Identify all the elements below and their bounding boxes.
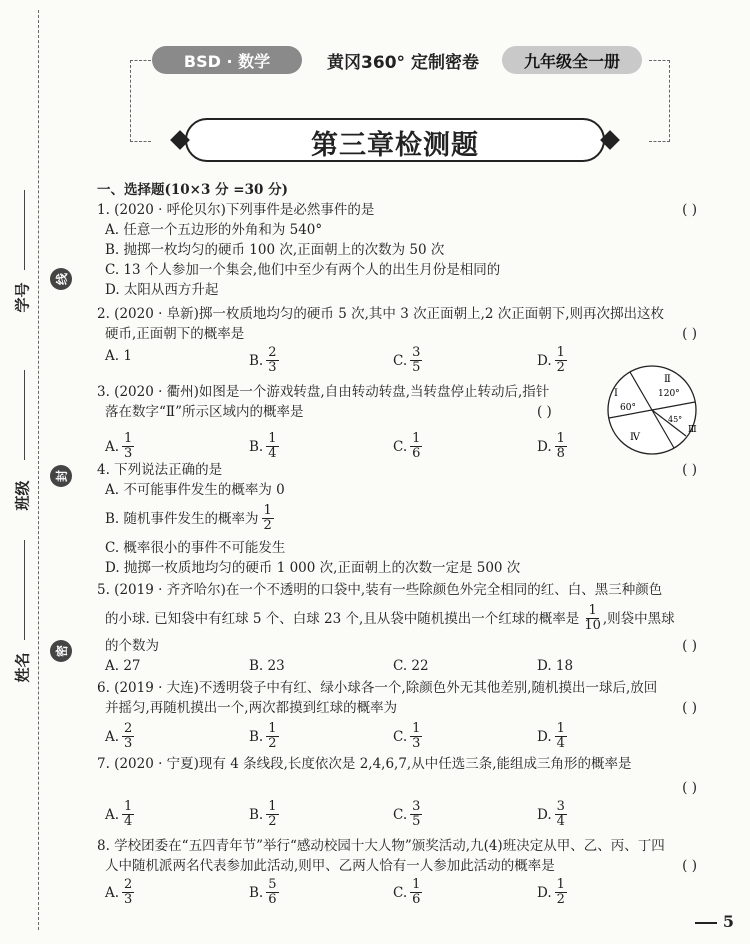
q5-option-a: A. 27 <box>105 658 141 674</box>
denominator: 2 <box>268 814 277 829</box>
q8-option-d <box>537 878 567 907</box>
q1-option-d: D. 太阳从西方升起 <box>105 282 219 298</box>
q1-option-a: A. 任意一个五边形的外角和为 540° <box>105 222 323 238</box>
q4-option-b <box>105 504 274 533</box>
denominator: 3 <box>124 446 133 461</box>
numerator: 1 <box>412 877 421 892</box>
q6-stem-line2: 并摇匀,再随机摸出一个,两次都摸到红球的概率为 <box>105 700 398 716</box>
q2-option-b <box>249 346 279 375</box>
numerator: 3 <box>556 799 565 814</box>
q4-stem: 4. 下列说法正确的是 <box>97 462 223 478</box>
q3-option-c-fraction <box>410 432 422 461</box>
angle-120-label: 120° <box>658 389 680 399</box>
denominator: 5 <box>412 360 421 375</box>
brand-text: 黄冈360° 定制密卷 <box>327 53 479 73</box>
q8-answer-paren: ( ) <box>682 858 697 874</box>
q6-option-a <box>105 722 134 751</box>
q6-option-d-fraction <box>555 722 567 751</box>
q3-option-c <box>393 432 422 461</box>
denominator: 2 <box>263 518 272 533</box>
denominator: 2 <box>268 736 277 751</box>
q2-option-b-label: B. <box>249 352 264 369</box>
q6-option-c <box>393 722 422 751</box>
angle-60-label: 60° <box>620 403 636 413</box>
denominator: 4 <box>268 446 277 461</box>
q3-option-c-label: C. <box>393 438 408 455</box>
q6-option-b <box>249 722 279 751</box>
q6-option-b-label: B. <box>249 728 264 745</box>
q2-stem-line1: 2. (2020 · 阜新)掷一枚质地均匀的硬币 5 次,其中 3 次正面朝上,2 次正面朝下,则再次掷出这枚 <box>97 306 665 322</box>
numerator: 1 <box>556 345 565 360</box>
numerator: 2 <box>124 721 133 736</box>
q7-option-a <box>105 800 134 829</box>
region-1-label: Ⅰ <box>614 388 618 399</box>
q8-option-d-fraction <box>555 878 567 907</box>
header-frame-right <box>649 60 670 142</box>
angle-45-label: 45° <box>668 415 683 424</box>
q5-red-probability-fraction <box>582 604 603 633</box>
q2-option-a <box>105 346 132 366</box>
denominator: 3 <box>412 736 421 751</box>
numerator: 1 <box>268 799 277 814</box>
denominator: 5 <box>412 814 421 829</box>
q7-answer-paren: ( ) <box>682 780 697 796</box>
q6-stem-line1: 6. (2019 · 大连)不透明袋子中有红、绿小球各一个,除颜色外无其他差别,随机摸出一球后,放回 <box>97 680 658 696</box>
denominator: 4 <box>556 736 565 751</box>
q2-option-d-fraction <box>555 346 567 375</box>
denominator: 4 <box>124 814 133 829</box>
q4-option-a: A. 不可能事件发生的概率为 0 <box>105 482 285 498</box>
numerator: 1 <box>412 431 421 446</box>
seal-bottom: 密 <box>50 640 72 662</box>
q8-option-b-label: B. <box>249 884 264 901</box>
name-blank <box>24 540 25 640</box>
q7-option-a-label: A. <box>105 806 120 823</box>
region-3-label: Ⅲ <box>688 425 697 435</box>
numerator: 2 <box>268 345 277 360</box>
binding-dashed-line <box>38 10 39 930</box>
q8-option-b <box>249 878 279 907</box>
q8-option-a-fraction <box>122 878 134 907</box>
q4-answer-paren: ( ) <box>682 462 697 478</box>
q6-option-a-label: A. <box>105 728 120 745</box>
q7-option-d-fraction <box>555 800 567 829</box>
numerator: 3 <box>412 799 421 814</box>
q7-option-c-label: C. <box>393 806 408 823</box>
q3-option-b-fraction <box>266 432 278 461</box>
denominator: 4 <box>556 814 565 829</box>
q3-answer-paren: ( ) <box>537 404 552 420</box>
q7-option-d-label: D. <box>537 806 552 823</box>
page-number: 5 <box>695 912 734 931</box>
q8-option-c-fraction <box>410 878 422 907</box>
q7-option-b <box>249 800 279 829</box>
denominator: 3 <box>124 892 133 907</box>
q5-option-c: C. 22 <box>393 658 429 674</box>
q6-option-d <box>537 722 567 751</box>
denominator: 3 <box>124 736 133 751</box>
q2-option-c-label: C. <box>393 352 408 369</box>
q3-option-d-fraction <box>555 432 567 461</box>
seal-middle: 封 <box>50 465 72 487</box>
numerator: 1 <box>556 721 565 736</box>
q3-option-a-fraction <box>122 432 134 461</box>
numerator: 1 <box>588 603 597 618</box>
page-title: 第三章检测题 <box>311 130 479 161</box>
numerator: 1 <box>556 431 565 446</box>
q3-option-a-label: A. <box>105 438 120 455</box>
q5-stem-line2-text: 的小球. 已知袋中有红球 5 个、白球 23 个,且从袋中随机摸出一个红球的概率是 <box>105 610 580 627</box>
q3-stem-line2: 落在数字“Ⅱ”所示区域内的概率是 <box>105 404 304 420</box>
question-content <box>97 180 697 907</box>
q4-option-c: C. 概率很小的事件不可能发生 <box>105 540 286 556</box>
name-label: 姓名 <box>13 652 32 683</box>
q3-option-a <box>105 432 134 461</box>
q5-stem-line3: 的个数为 <box>105 638 159 654</box>
q2-option-a-label: A. 1 <box>105 348 132 364</box>
q7-option-c <box>393 800 422 829</box>
q6-answer-paren: ( ) <box>682 700 697 716</box>
denominator: 3 <box>268 360 277 375</box>
q5-answer-paren: ( ) <box>682 638 697 654</box>
numerator: 1 <box>124 799 133 814</box>
numerator: 1 <box>268 431 277 446</box>
q3-option-d <box>537 432 567 461</box>
q6-option-d-label: D. <box>537 728 552 745</box>
q6-option-c-fraction <box>410 722 422 751</box>
denominator: 8 <box>556 446 565 461</box>
q3-option-b <box>249 432 279 461</box>
seal-top: 线 <box>50 268 72 290</box>
numerator: 1 <box>556 877 565 892</box>
region-4-label: Ⅳ <box>630 432 640 443</box>
denominator: 2 <box>556 360 565 375</box>
numerator: 2 <box>124 877 133 892</box>
student-id-label: 学号 <box>13 282 32 313</box>
region-2-label: Ⅱ <box>664 374 671 385</box>
spinner-figure <box>602 360 702 460</box>
numerator: 3 <box>412 345 421 360</box>
q6-option-c-label: C. <box>393 728 408 745</box>
numerator: 1 <box>124 431 133 446</box>
class-label: 班级 <box>13 480 32 511</box>
q4-option-b-label: B. 随机事件发生的概率为 <box>105 510 259 527</box>
binding-strip <box>0 0 90 944</box>
q2-answer-paren: ( ) <box>682 326 697 342</box>
q8-stem-line2: 人中随机派两名代表参加此活动,则甲、乙两人恰有一人参加此活动的概率是 <box>105 858 555 874</box>
q5-stem-line2 <box>105 604 675 633</box>
numerator: 5 <box>268 877 277 892</box>
q7-option-c-fraction <box>410 800 422 829</box>
q8-option-d-label: D. <box>537 884 552 901</box>
q6-option-b-fraction <box>266 722 278 751</box>
student-id-blank <box>24 190 25 270</box>
q8-option-c <box>393 878 422 907</box>
denominator: 2 <box>556 892 565 907</box>
q8-option-c-label: C. <box>393 884 408 901</box>
series-pill: BSD · 数学 <box>152 46 302 74</box>
q3-option-b-label: B. <box>249 438 264 455</box>
q4-option-d: D. 抛掷一枚质地均匀的硬币 1 000 次,正面朝上的次数一定是 500 次 <box>105 560 521 576</box>
numerator: 1 <box>412 721 421 736</box>
q7-option-b-label: B. <box>249 806 264 823</box>
q2-option-c-fraction <box>410 346 422 375</box>
numerator: 1 <box>263 503 272 518</box>
numerator: 1 <box>268 721 277 736</box>
q7-option-b-fraction <box>266 800 278 829</box>
q2-option-b-fraction <box>266 346 278 375</box>
q1-option-c: C. 13 个人参加一个集会,他们中至少有两个人的出生月份是相同的 <box>105 262 501 278</box>
q5-option-b: B. 23 <box>249 658 285 674</box>
q7-option-a-fraction <box>122 800 134 829</box>
q2-option-d <box>537 346 567 375</box>
class-blank <box>24 370 25 460</box>
q3-option-d-label: D. <box>537 438 552 455</box>
q6-option-a-fraction <box>122 722 134 751</box>
q2-option-c <box>393 346 422 375</box>
q5-stem-line2-tail: ,则袋中黑球 <box>602 610 675 627</box>
q8-stem-line1: 8. 学校团委在“五四青年节”举行“感动校园十大人物”颁奖活动,九(4)班决定从甲、乙、丙、丁四 <box>97 838 665 854</box>
exam-header <box>130 40 670 160</box>
q8-option-a-label: A. <box>105 884 120 901</box>
header-frame-left <box>130 60 151 142</box>
q4-option-b-fraction <box>262 504 274 533</box>
chapter-title-box <box>165 118 625 162</box>
denominator: 6 <box>412 446 421 461</box>
q5-stem-line1: 5. (2019 · 齐齐哈尔)在一个不透明的口袋中,装有一些除颜色外完全相同的红、白、黑三种颜色 <box>97 582 663 598</box>
q8-option-b-fraction <box>266 878 278 907</box>
q8-option-a <box>105 878 134 907</box>
q3-stem-line1: 3. (2020 · 衢州)如图是一个游戏转盘,自由转动转盘,当转盘停止转动后,指针 <box>97 384 550 400</box>
q1-answer-paren: ( ) <box>682 202 697 218</box>
grade-pill: 九年级全一册 <box>502 46 642 74</box>
q2-option-d-label: D. <box>537 352 552 369</box>
denominator: 10 <box>584 618 601 633</box>
q1-stem: 1. (2020 · 呼伦贝尔)下列事件是必然事件的是 <box>97 202 375 218</box>
denominator: 6 <box>268 892 277 907</box>
q5-option-d: D. 18 <box>537 658 574 674</box>
q7-option-d <box>537 800 567 829</box>
q2-stem-line2: 硬币,正面朝下的概率是 <box>105 326 245 342</box>
q1-option-b: B. 抛掷一枚均匀的硬币 100 次,正面朝上的次数为 50 次 <box>105 242 445 258</box>
denominator: 6 <box>412 892 421 907</box>
section-title: 一、选择题(10×3 分 =30 分) <box>97 182 288 198</box>
q7-stem: 7. (2020 · 宁夏)现有 4 条线段,长度依次是 2,4,6,7,从中任选三条,能组成三角形的概率是 <box>97 756 632 772</box>
